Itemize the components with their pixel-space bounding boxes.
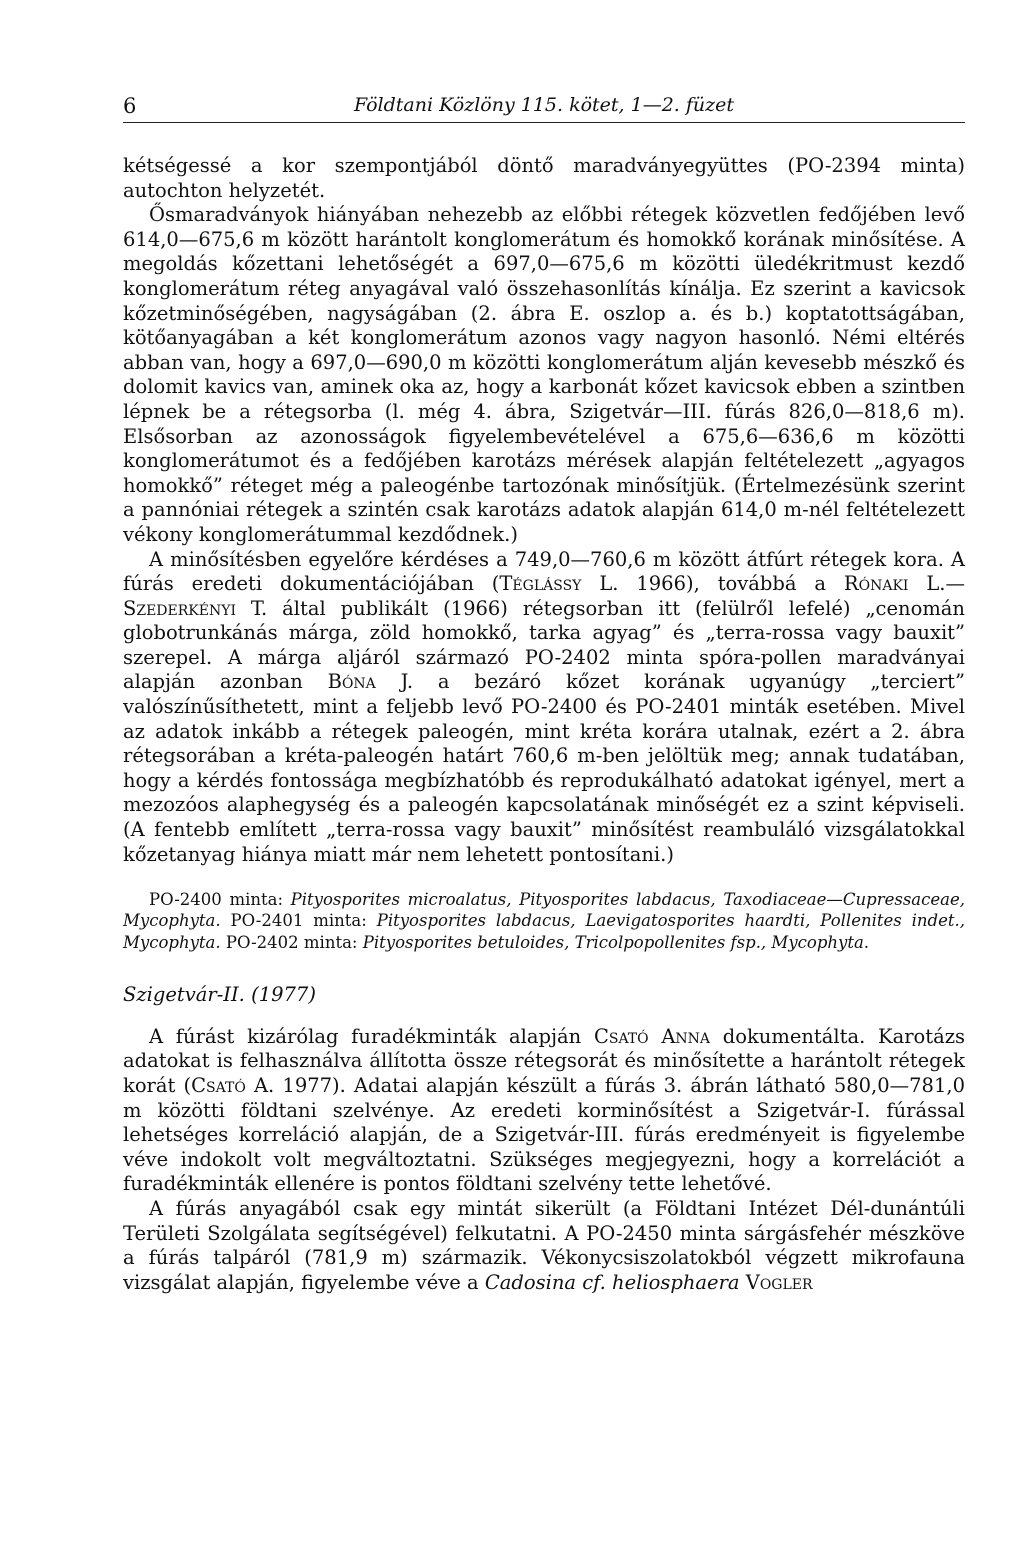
paragraph-continuation: kétségessé a kor szempontjából döntő maradványegyüttes (PO-2394 minta) autochton helyzetét.	[123, 154, 965, 202]
running-title: Földtani Közlöny 115. kötet, 1—2. füzet	[353, 94, 735, 116]
author-name: Szederkényi	[123, 596, 236, 620]
species-name: Cadosina cf. heliosphaera	[484, 1270, 740, 1294]
sample-note: PO-2400 minta: Pityosporites microalatus, Pityosporites labdacus, Taxodiaceae—Cupressaceae, Mycophyta. PO-2401 minta: Pityosporites labdacus, Laevigatosporites haardti, Pollenites indet., Mycophyta. PO-2402 minta: Pityosporites betuloides, Tricolpopollenites fsp., Mycophyta.	[123, 890, 965, 952]
taxa-list: Pityosporites microalatus, Pityosporites labdacus, Taxodiaceae—Cupressaceae, Mycophyta.	[123, 890, 965, 931]
author-name: Csató	[191, 1074, 246, 1098]
body-text	[123, 154, 965, 1295]
page-number: 6	[123, 94, 137, 118]
author-name: Téglássy	[499, 572, 582, 596]
paragraph-documentation: A fúrást kizárólag furadékminták alapján Csató Anna dokumentálta. Karotázs adatokat is felhasználva állította össze rétegsorát és minősítette a harántolt rétegek korát (Csató A. 1977). Adatai alapján készült a fúrás 3. ábrán látható 580,0—781,0 m közötti földtani szelvénye. Az eredeti korminősítést a Szigetvár-I. fúrással lehetséges korreláció alapján, de a Szigetvár-III. fúrás eredményeit is figyelembe véve indokolt volt megváltoztatni. Szükséges megjegyezni, hogy a korrelációt a furadékminták ellenére is pontos földtani szelvény tette lehetővé.	[123, 1024, 966, 1196]
author-name: Vogler	[745, 1270, 813, 1294]
paragraph-cretaceous-boundary: A minősítésben egyelőre kérdéses a 749,0—760,6 m között átfúrt rétegek kora. A fúrás eredeti dokumentációjában (Téglássy L. 1966), továbbá a Rónaki L.—Szederkényi T. által publikált (1966) rétegsorban itt (felülről lefelé) „cenomán globotrunkánás márga, zöld homokkő, tarka agyag” és „terra-rossa vagy bauxit” szerepel. A márga aljáról származó PO-2402 minta spóra-pollen maradványai alapján azonban Bóna J. a bezáró kőzet korának ugyanúgy „terciert” valószínűsíthetett, mint a feljebb levő PO-2400 és PO-2401 minták esetében. Mivel az adatok inkább a rétegek paleogén, mint kréta korára utalnak, ezért a 2. ábra rétegsorában a kréta-paleogén határt 760,6 m-ben jelöltük meg; annak tudatában, hogy a kérdés fontossága megbízhatóbb és reprodukálható adatokat igényel, mert a mezozóos alaphegység és a paleogén kapcsolatának minőségét ez a szint képviseli. (A fentebb említett „terra-rossa vagy bauxit” minősítést reambuláló vizsgálatokkal kőzetanyag hiánya miatt már nem lehetett pontosítani.)	[123, 547, 965, 866]
paragraph-conglomerate: Ősmaradványok hiányában nehezebb az előbbi rétegek közvetlen fedőjében levő 614,0—675,6 m között harántolt konglomerátum és homokkő korának minősítése. A megoldás kőzettani lehetőségét a 697,0—675,6 m közötti üledékritmust kezdő konglomerátum réteg anyagával való összehasonlítás kínálja. Ez szerint a kavicsok kőzetminőségében, nagyságában (2. ábra E. oszlop a. és b.) koptatottságában, kötőanyagában a két konglomerátum azonos vagy nagyon hasonló. Némi eltérés abban van, hogy a 697,0—690,0 m közötti konglomerátum alján kevesebb mészkő és dolomit kavics van, aminek oka az, hogy a karbonát kőzet kavicsok ebben a szintben lépnek be a rétegsorba (l. még 4. ábra, Szigetvár—III. fúrás 826,0—818,6 m). Elsősorban az azonosságok figyelembevételével a 675,6—636,6 m közötti konglomerátumot és a fedőjében karotázs mérések alapján feltételezett „agyagos homokkő” réteget még a paleogénbe tartozónak minősítjük. (Értelmezésünk szerint a pannóniai rétegek a szintén csak karotázs adatok alapján 614,0 m-nél feltételezett vékony konglomerátummal kezdődnek.)	[123, 203, 965, 546]
page-header	[123, 92, 965, 123]
author-name: Csató Anna	[593, 1024, 711, 1048]
author-name: Bóna	[327, 670, 376, 694]
author-name: Rónaki	[843, 572, 909, 596]
section-heading: Szigetvár-II. (1977)	[123, 982, 316, 1006]
paragraph-sample: A fúrás anyagából csak egy mintát sikerült (a Földtani Intézet Dél-dunántúli Területi Szolgálata segítségével) felkutatni. A PO-2450 minta sárgásfehér mészköve a fúrás talpáról (781,9 m) származik. Vékonycsiszolatokból végzett mikrofauna vizsgálat alapján, figyelembe véve a Cadosina cf. heliosphaera Vogler	[123, 1196, 965, 1294]
taxa-list: Pityosporites betuloides, Tricolpopollenites fsp., Mycophyta.	[362, 932, 870, 952]
taxa-list: Pityosporites labdacus, Laevigatosporites haardti, Pollenites indet., Mycophyta.	[123, 911, 965, 952]
